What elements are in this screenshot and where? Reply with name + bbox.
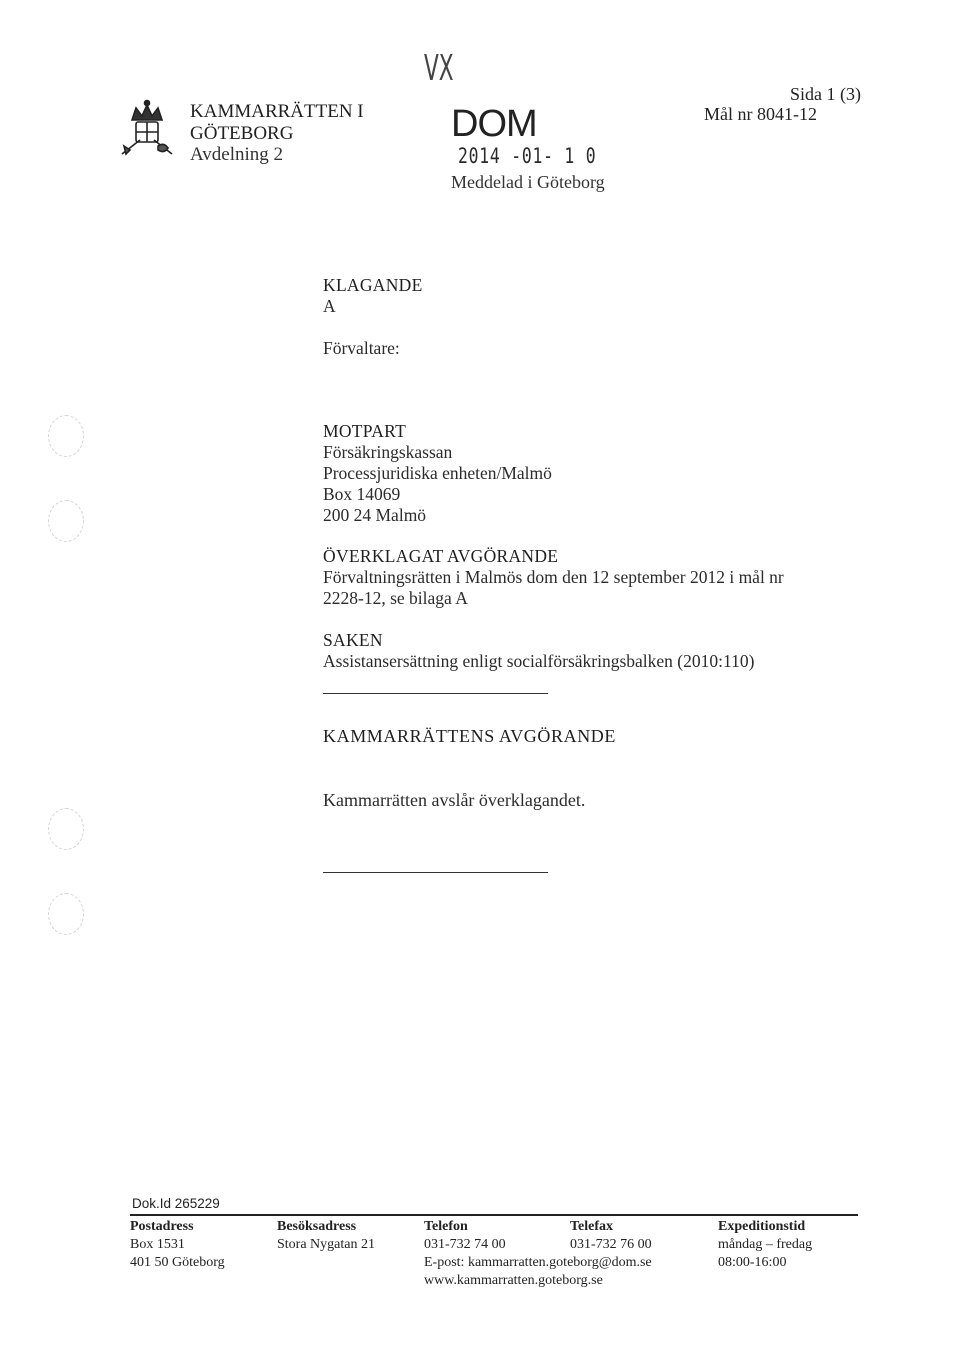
footer-heading: Telefax [570,1219,614,1234]
footer-fax [570,1218,652,1254]
footer-heading: Expeditionstid [718,1219,806,1234]
punch-hole-mark [48,808,84,850]
footer-heading: Postadress [130,1219,194,1234]
footer-email: E-post: kammarratten.goteborg@dom.se [424,1255,652,1270]
court-division: Avdelning 2 [190,144,284,165]
appealed-decision-heading: ÖVERKLAGAT AVGÖRANDE [323,546,559,566]
footer-heading: Besöksadress [277,1219,357,1234]
motpart-line: 200 24 Malmö [323,505,427,525]
subject-heading: SAKEN [323,630,383,650]
footer-office-hours [718,1218,812,1272]
subject-section [323,630,754,672]
footer-line: 031-732 76 00 [570,1237,652,1252]
footer-line: Box 1531 [130,1237,185,1252]
divider [323,872,548,873]
klagande-party: A [323,296,336,316]
footer-line: 401 50 Göteborg [130,1255,225,1270]
appealed-decision-line: 2228-12, se bilaga A [323,588,468,608]
footer-line: måndag – fredag [718,1237,813,1252]
footer-divider [130,1214,858,1216]
document-id: Dok.Id 265229 [132,1196,220,1211]
appealed-decision-section [323,546,784,609]
footer-visiting-address [277,1218,375,1254]
court-name-line2: GÖTEBORG [190,123,294,144]
footer-line: 031-732 74 00 [424,1237,506,1252]
representative-label: Förvaltare: [323,338,400,358]
footer-website: www.kammarratten.goteborg.se [424,1273,603,1288]
issued-at: Meddelad i Göteborg [451,172,605,192]
appealed-decision-line: Förvaltningsrätten i Malmös dom den 12 september 2012 i mål nr [323,567,784,587]
footer-heading: Telefon [424,1219,468,1234]
klagande-heading: KLAGANDE [323,275,423,295]
punch-hole-mark [48,500,84,542]
stamp-date: 2014 -01- 1 0 [458,144,597,168]
handwritten-mark: VX [424,48,454,89]
subject-text: Assistansersättning enligt socialförsäkringsbalken (2010:110) [323,651,755,671]
footer-line: Stora Nygatan 21 [277,1237,375,1252]
klagande-section [323,275,423,317]
court-name-line1: KAMMARRÄTTEN I [190,101,364,122]
footer-line: 08:00-16:00 [718,1255,787,1270]
decision-heading: KAMMARRÄTTENS AVGÖRANDE [323,726,616,746]
page-number: Sida 1 (3) [790,84,861,104]
document-type: DOM [451,103,537,145]
royal-crown-emblem-icon [114,96,180,162]
motpart-section [323,421,552,526]
punch-hole-mark [48,893,84,935]
motpart-line: Processjuridiska enheten/Malmö [323,463,552,483]
footer-postal-address [130,1218,225,1272]
divider [323,693,548,694]
case-number: Mål nr 8041-12 [704,104,817,124]
punch-hole-mark [48,415,84,457]
court-name [190,101,364,145]
motpart-heading: MOTPART [323,421,407,441]
motpart-line: Försäkringskassan [323,442,453,462]
motpart-line: Box 14069 [323,484,401,504]
decision-text: Kammarrätten avslår överklagandet. [323,790,586,810]
